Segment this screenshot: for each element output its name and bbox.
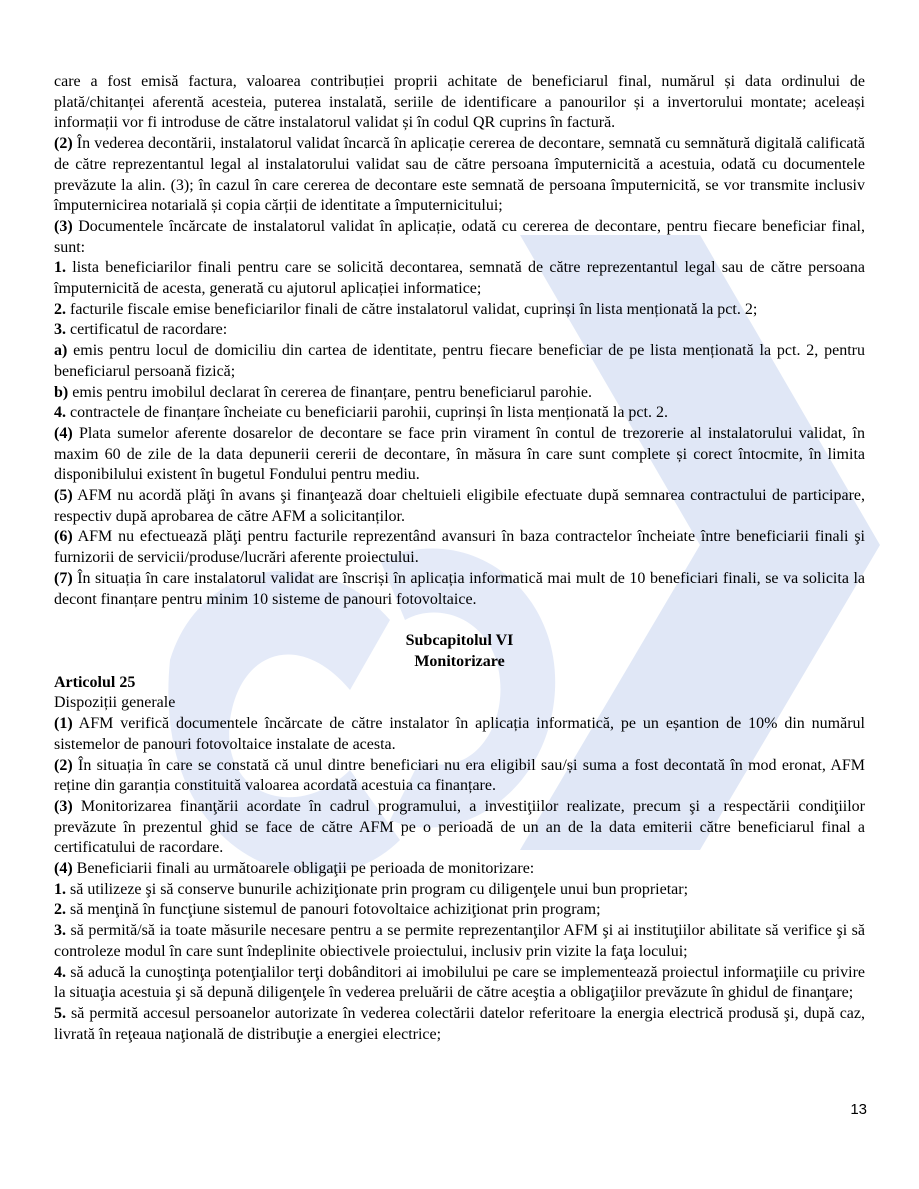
list-item [54, 403, 865, 424]
paragraph-text: În vederea decontării, instalatorul validat încarcă în aplicație cererea de decontare, semnată cu semnătură digitală calificată de către reprezentantul legal al instalatorului validat sau de către persoana împuternicită a acestuia, odată cu documentele prevăzute la alin. (3); în cazul în care cererea de decontare este semnată de persoana împuternicită, se vor transmite inclusiv împuternicirea notarială și copia cărții de identitate a împuternicitului; [54, 135, 865, 215]
paragraph-text: Beneficiarii finali au următoarele obligaţii pe perioada de monitorizare: [72, 860, 535, 878]
list-number: 1. [54, 880, 66, 898]
list-item [54, 258, 865, 299]
paragraph-number: (7) [54, 569, 73, 587]
list-text: lista beneficiarilor finali pentru care se solicită decontarea, semnată de către reprezentantul legal sau de către persoana împuternicită de acesta, generată cu ajutorul aplicației informatice; [54, 259, 865, 298]
obligation-item [54, 880, 865, 901]
list-number: 2. [54, 300, 66, 318]
list-text: să permită/să ia toate măsurile necesare pentru a se permite reprezentanţilor AFM şi ai instituţiilor abilitate să verifice şi să controleze modul în care sunt îndeplinite obiectivele proiectului, inclusiv prin vizite la faţa locului; [54, 922, 865, 960]
list-number: 5. [54, 1004, 66, 1022]
paragraph-text: Plata sumelor aferente dosarelor de decontare se face prin virament în contul de trezorerie al instalatorului validat, în maxim 60 de zile de la data depunerii cererii de decontare, în măsura în care sunt complete și corect întocmite, în limita disponibilului existent în bugetul Fondului pentru mediu. [54, 424, 865, 484]
list-text: să menţină în funcţiune sistemul de panouri fotovoltaice achiziţionat prin program; [66, 901, 601, 919]
paragraph-text: În situația în care se constată că unul dintre beneficiari nu era eligibil sau/și suma a fost decontată în mod eronat, AFM reține din garanția constituită valoarea acordată acestuia ca finanțare. [54, 756, 865, 795]
paragraph-number: (3) [54, 797, 73, 815]
paragraph-text: Monitorizarea finanţării acordate în cadrul programului, a investiţiilor realizate, precum şi a respectării condiţiilor prevăzute în prezentul ghid se face de către AFM pe o perioadă de un an de la data emiterii către beneficiarul final a certificatului de racordare. [54, 797, 865, 857]
list-text: emis pentru imobilul declarat în cererea de finanțare, pentru beneficiarul parohie. [68, 383, 592, 401]
list-number: 3. [54, 321, 66, 339]
paragraph-number: (1) [54, 715, 73, 733]
paragraph-number: (2) [54, 135, 73, 153]
list-number: 1. [54, 259, 66, 277]
obligation-item [54, 900, 865, 921]
article-paragraph-3 [54, 797, 865, 859]
list-text: contractele de finanțare încheiate cu beneficiarii parohii, cuprinși în lista menționată la pct. 2. [66, 404, 668, 422]
subchapter-title: Monitorizare [414, 652, 505, 670]
list-text: certificatul de racordare: [66, 321, 228, 339]
paragraph-number: (6) [54, 528, 73, 546]
obligation-item [54, 963, 865, 1004]
list-text: să aducă la cunoştinţa potenţialilor terţi dobânditori ai imobilului pe care se implementează proiectul informaţiile cu privire la situaţia acestuia şi să depună diligenţele în vederea preluării de către aceştia a obligaţiilor prevăzute în ghidul de finanţare; [54, 963, 865, 1002]
list-letter: b) [54, 383, 69, 401]
paragraph-4 [54, 424, 865, 486]
paragraph-text: AFM nu efectuează plăţi pentru facturile reprezentând avansuri în baza contractelor încheiate între beneficiarii finali şi furnizorii de servicii/produse/lucrări aferente proiectului. [54, 528, 865, 567]
paragraph-number: (3) [54, 217, 73, 235]
list-number: 4. [54, 404, 66, 422]
article-paragraph-2 [54, 756, 865, 797]
paragraph-text: AFM verifică documentele încărcate de către instalator în aplicația informatică, pe un eșantion de 10% din numărul sistemelor de panouri fotovoltaice instalate de acesta. [54, 715, 865, 753]
list-letter: a) [54, 342, 68, 360]
article-title: Dispoziții generale [54, 694, 176, 712]
obligation-item [54, 921, 865, 962]
subchapter-heading: Subcapitolul VI [405, 632, 514, 650]
list-number: 4. [54, 963, 66, 981]
list-subitem [54, 383, 865, 404]
paragraph-3 [54, 217, 865, 258]
paragraph-intro: care a fost emisă factura, valoarea contribuției proprii achitate de beneficiarul final, numărul și data ordinului de plată/chitanței aferentă acesteia, puterea instalată, seriile de identificare a panourilor și a invertorului montate; aceleași informații vor fi introduse de către instalatorul validat și în codul QR cuprins în factură. [54, 73, 865, 132]
list-number: 2. [54, 901, 66, 919]
paragraph-number: (4) [54, 424, 73, 442]
list-number: 3. [54, 922, 66, 940]
page-number: 13 [850, 1101, 867, 1118]
list-item [54, 300, 865, 321]
list-text: să permită accesul persoanelor autorizate în vederea colectării datelor referitoare la energia electrică produsă şi, după caz, livrată în reţeaua naţională de distribuţie a energiei electrice; [54, 1004, 865, 1043]
obligation-item [54, 1004, 865, 1045]
list-subitem [54, 341, 865, 382]
paragraph-number: (4) [54, 860, 73, 878]
document-page [54, 72, 865, 1045]
list-text: emis pentru locul de domiciliu din cartea de identitate, pentru fiecare beneficiar de pe lista menționată la pct. 2, pentru beneficiarul persoană fizică; [54, 342, 865, 380]
article-paragraph-4 [54, 859, 865, 880]
paragraph-2 [54, 134, 865, 217]
paragraph-text: Documentele încărcate de instalatorul validat în aplicație, odată cu cererea de decontare, pentru fiecare beneficiar final, sunt: [54, 217, 865, 256]
paragraph-number: (5) [54, 487, 73, 505]
article-paragraph-1 [54, 714, 865, 755]
paragraph-7 [54, 569, 865, 610]
paragraph-text: În situația în care instalatorul validat are înscriși în aplicația informatică mai mult de 10 beneficiari finali, se va solicita la decont finanțare pentru minim 10 sisteme de panouri fotovoltaice. [54, 569, 865, 608]
list-item [54, 320, 865, 341]
paragraph-text: AFM nu acordă plăţi în avans şi finanţează doar cheltuieli eligibile efectuate după semnarea contractului de participare, respectiv după aprobarea de către AFM a solicitanților. [54, 487, 865, 525]
list-text: să utilizeze şi să conserve bunurile achiziţionate prin program cu diligenţele unui bun proprietar; [66, 880, 689, 898]
paragraph-5 [54, 486, 865, 527]
paragraph-number: (2) [54, 756, 73, 774]
list-text: facturile fiscale emise beneficiarilor finali de către instalatorul validat, cuprinși în lista menționată la pct. 2; [66, 300, 758, 318]
paragraph-6 [54, 527, 865, 568]
article-heading: Articolul 25 [54, 673, 136, 691]
